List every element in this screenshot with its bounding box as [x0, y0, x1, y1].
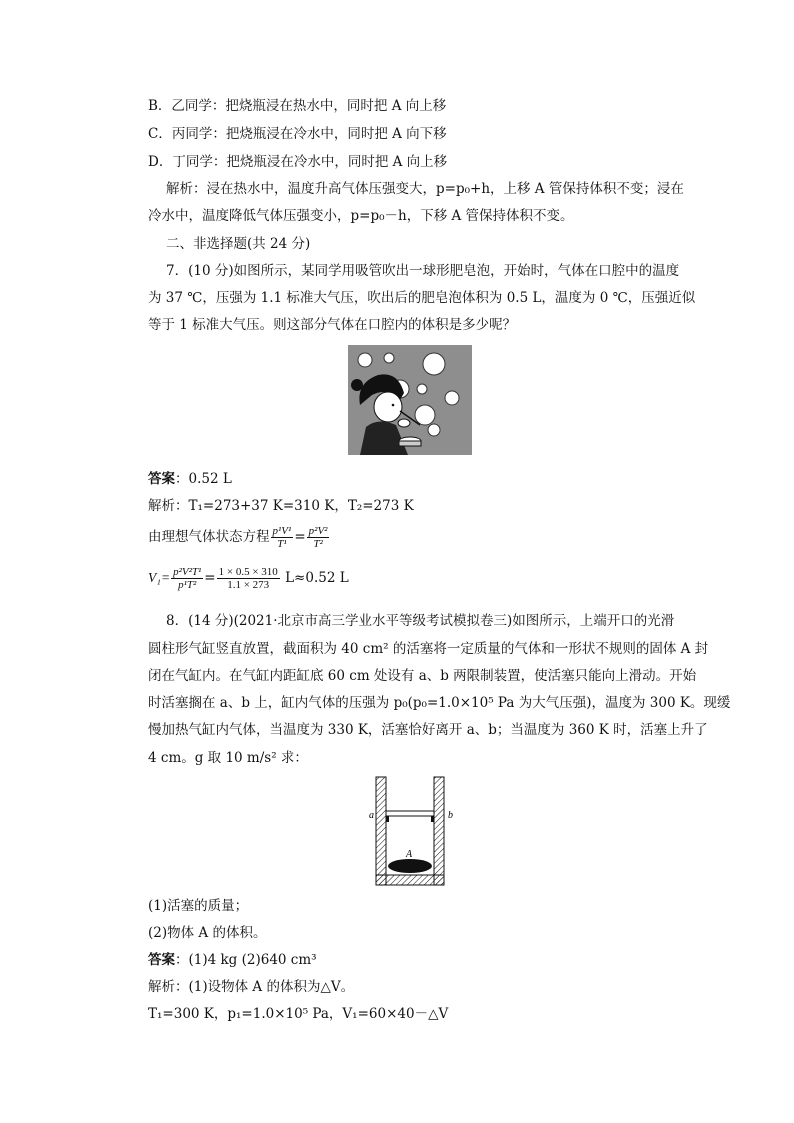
- cylinder-diagram: [364, 775, 460, 887]
- equals-sign: =: [204, 570, 216, 586]
- fraction-right: [307, 525, 330, 550]
- answer-value: ：(1)4 kg (2)640 cm³: [175, 952, 317, 968]
- option-b: B．乙同学：把烧瓶浸在热水中，同时把 A 向上移: [148, 98, 447, 114]
- q8-line3: 闭在气缸内。在气缸内距缸底 60 cm 处设有 a、b 两限制装置，使活塞只能向上滑动。开始: [148, 668, 697, 684]
- fraction-numerator: p¹V¹: [272, 525, 292, 537]
- answer-value: ：0.52 L: [175, 471, 232, 487]
- q8-line6: 4 cm。g 取 10 m/s² 求：: [148, 750, 308, 766]
- fraction-denominator: T²: [313, 538, 323, 550]
- label-a: a: [369, 810, 374, 821]
- section-heading: 二、非选择题(共 24 分): [166, 236, 311, 252]
- q8-answer: [148, 951, 317, 969]
- q8-analysis-line1: 解析：(1)设物体 A 的体积为△V。: [148, 979, 355, 995]
- q7-line3: 等于 1 标准大气压。则这部分气体在口腔内的体积是多少呢？: [148, 317, 517, 333]
- fraction-denominator: T¹: [277, 538, 287, 550]
- q8-sub2: (2)物体 A 的体积。: [148, 925, 267, 941]
- q6-analysis-line2: 冷水中，温度降低气体压强变小，p=p₀－h，下移 A 管保持体积不变。: [148, 208, 574, 224]
- option-d: D．丁同学：把烧瓶浸在冷水中，同时把 A 向上移: [148, 154, 448, 170]
- q7-line2: 为 37 ℃，压强为 1.1 标准大气压，吹出后的肥皂泡体积为 0.5 L，温度为 0 ℃，压强近似: [148, 290, 696, 306]
- answer-label: 答案: [148, 952, 175, 968]
- bubble-girl-illustration: [348, 345, 472, 455]
- fraction-v1-symbolic: [171, 566, 203, 591]
- q7-v1-equation: [148, 566, 349, 591]
- fraction-numerator: p²V²: [308, 525, 328, 537]
- q8-analysis-line2: T₁=300 K，p₁=1.0×10⁵ Pa，V₁=60×40－△V: [148, 1006, 449, 1022]
- state-equation-prefix: 由理想气体状态方程: [148, 529, 270, 545]
- q7-line1: 7．(10 分)如图所示，某同学用吸管吹出一球形肥皂泡，开始时，气体在口腔中的温度: [166, 263, 680, 279]
- q8-line1: 8．(14 分)(2021·北京市高三学业水平等级考试模拟卷三)如图所示，上端开口的光滑: [166, 613, 675, 629]
- q8-line5: 慢加热气缸内气体，当温度为 330 K，活塞恰好离开 a、b；当温度为 360 K 时，活塞上升了: [148, 722, 708, 738]
- label-b: b: [448, 810, 453, 821]
- q7-answer: [148, 470, 232, 488]
- v1-result: L≈0.52 L: [285, 570, 349, 586]
- fraction-numerator: 1 × 0.5 × 310: [218, 566, 278, 578]
- option-c: C．丙同学：把烧瓶浸在冷水中，同时把 A 向下移: [148, 126, 447, 142]
- q7-analysis-line1: 解析：T₁=273+37 K=310 K，T₂=273 K: [148, 498, 414, 514]
- equals-sign: =: [294, 529, 306, 545]
- q8-line4: 时活塞搁在 a、b 上，缸内气体的压强为 p₀(p₀=1.0×10⁵ Pa 为大气压强)，温度为 300 K。现缓: [148, 695, 731, 711]
- fraction-left: [271, 525, 294, 550]
- fraction-denominator: p¹T²: [178, 579, 197, 591]
- fraction-denominator: 1.1 × 273: [227, 579, 270, 591]
- q7-analysis-line2: [148, 525, 330, 550]
- v1-label: V₁=: [148, 570, 171, 585]
- q8-sub1: (1)活塞的质量；: [148, 898, 249, 914]
- fraction-numerator: p²V²T¹: [173, 566, 202, 578]
- answer-label: 答案: [148, 471, 175, 487]
- fraction-v1-numeric: [217, 566, 280, 591]
- q8-line2: 圆柱形气缸竖直放置，截面积为 40 cm² 的活塞将一定质量的气体和一形状不规则的固体 A 封: [148, 641, 709, 657]
- label-A: A: [406, 849, 413, 860]
- q6-analysis-line1: 解析：浸在热水中，温度升高气体压强变大，p=p₀+h，上移 A 管保持体积不变；浸在: [166, 181, 684, 197]
